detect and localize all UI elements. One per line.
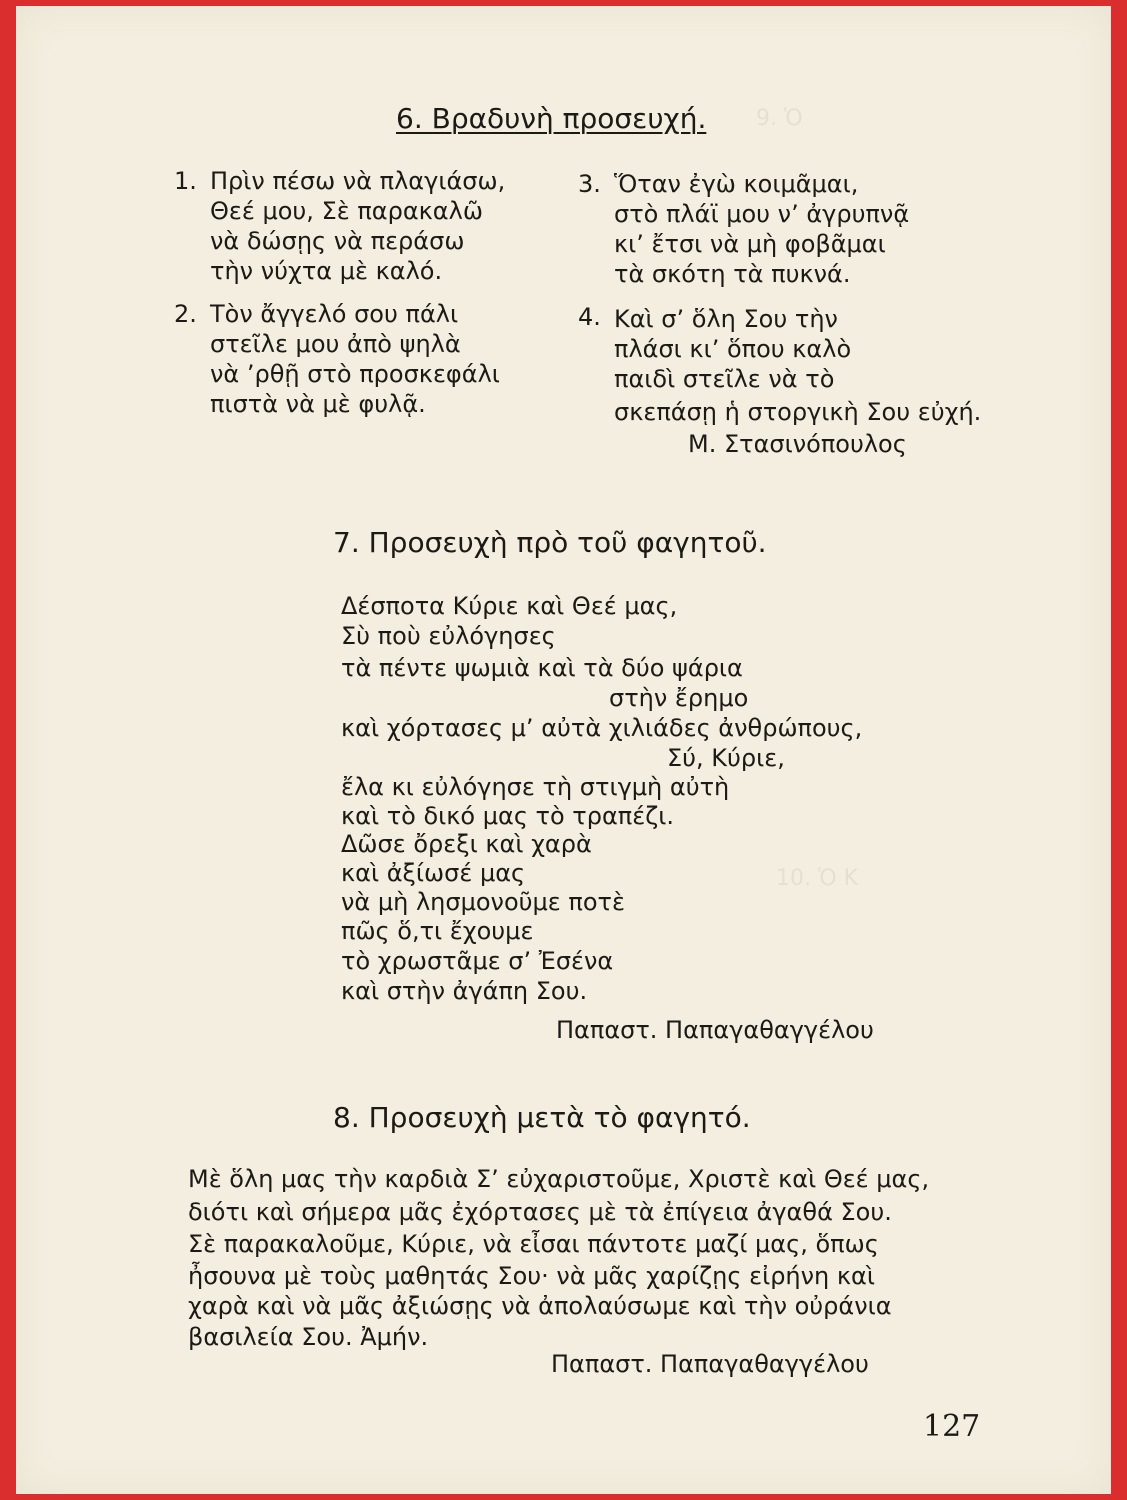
prayer-line: ἦσουνα μὲ τοὺς μαθητάς Σου· νὰ μᾶς χαρίζῃς εἰρήνη καὶ: [188, 1262, 875, 1290]
section-6-title: 6. Βραδυνὴ προσευχή.: [396, 102, 707, 135]
prayer-line: τὰ πέντε ψωμιὰ καὶ τὰ δύο ψάρια: [341, 654, 743, 682]
section-8-author: Παπαστ. Παπαγαθαγγέλου: [551, 1350, 869, 1378]
prayer-line: Σύ, Κύριε,: [667, 744, 785, 772]
section-7-author: Παπαστ. Παπαγαθαγγέλου: [556, 1016, 874, 1044]
verse-number: 1.: [174, 167, 197, 195]
verse-line: Θεέ μου, Σὲ παρακαλῶ: [210, 197, 483, 225]
section-6-author: Μ. Στασινόπουλος: [688, 430, 907, 458]
verse-line: νὰ δώσῃς νὰ περάσω: [210, 227, 465, 255]
prayer-line: πῶς ὅ,τι ἔχουμε: [341, 917, 534, 945]
prayer-line: Δῶσε ὄρεξι καὶ χαρὰ: [341, 830, 592, 858]
prayer-line: διότι καὶ σήμερα μᾶς ἐχόρτασες μὲ τὰ ἐπίγεια ἀγαθά Σου.: [188, 1198, 892, 1226]
verse-number: 3.: [578, 170, 601, 198]
prayer-line: βασιλεία Σου. Ἀμήν.: [188, 1323, 429, 1351]
prayer-line: στὴν ἔρημο: [609, 684, 749, 712]
prayer-line: καὶ χόρτασες μ’ αὐτὰ χιλιάδες ἀνθρώπους,: [341, 714, 863, 742]
page-number: 127: [923, 1409, 981, 1444]
verse-line: τὰ σκότη τὰ πυκνά.: [614, 260, 851, 288]
book-page: 9. Ὁ 10. Ὁ Κ 6. Βραδυνὴ προσευχή. 1. Πρὶν πέσω νὰ πλαγιάσω, Θεέ μου, Σὲ παρακαλῶ νὰ δώσῃς νὰ περάσω τὴν νύχτα μὲ καλό. 2. Τὸν ἄγγελό σου πάλι στεῖλε μου ἀπὸ ψηλὰ νὰ ’ρθῇ στὸ προσκεφάλι πιστὰ νὰ μὲ φυλᾷ. 3. Ὅταν ἐγὼ κοιμᾶμαι, στὸ πλάϊ μου ν’ ἀγρυπνᾷ κι’ ἔτσι νὰ μὴ φοβᾶμαι τὰ σκότη τὰ πυκνά. 4. Καὶ σ’ ὅλη Σου τὴν πλάσι κι’ ὅπου καλὸ παιδὶ στεῖλε νὰ τὸ σκεπάσῃ ἡ στοργικὴ Σου εὐχή. Μ. Στασινόπουλος 7. Προσευχὴ πρὸ τοῦ φαγητοῦ. Δέσποτα Κύριε καὶ Θεέ μας, Σὺ ποὺ εὐλόγησες τὰ πέντε ψωμιὰ καὶ τὰ δύο ψάρια στὴν ἔρημο καὶ χόρτασες μ’ αὐτὰ χιλιάδες ἀνθρώπους, Σύ, Κύριε, ἔλα κι εὐλόγησε τὴ στιγμὴ αὐτὴ καὶ τὸ δικό μας τὸ τραπέζι. Δῶσε ὄρεξι καὶ χαρὰ καὶ ἀξίωσέ μας νὰ μὴ λησμονοῦμε ποτὲ πῶς ὅ,τι ἔχουμε τὸ χρωστᾶμε σ’ Ἐσένα καὶ στὴν ἀγάπη Σου. Παπαστ. Παπαγαθαγγέλου 8. Προσευχὴ μετὰ τὸ φαγητό. Μὲ ὅλη μας τὴν καρδιὰ Σ’ εὐχαριστοῦμε, Χριστὲ καὶ Θεέ μας, διότι καὶ σήμερα μᾶς ἐχόρτασες μὲ τὰ ἐπίγεια ἀγαθά Σου. Σὲ παρακαλοῦμε, Κύριε, νὰ εἶσαι πάντοτε μαζί μας, ὅπως ἦσουνα μὲ τοὺς μαθητάς Σου· νὰ μᾶς χαρίζῃς εἰρήνη καὶ χαρὰ καὶ νὰ μᾶς ἀξιώσῃς νὰ ἀπολαύσωμε καὶ τὴν οὐράνια βασιλεία Σου. Ἀμήν. Παπαστ. Παπαγαθαγγέλου 127: [16, 6, 1111, 1494]
verse-line: πιστὰ νὰ μὲ φυλᾷ.: [210, 390, 426, 418]
prayer-line: τὸ χρωστᾶμε σ’ Ἐσένα: [341, 947, 614, 975]
verse-line: σκεπάσῃ ἡ στοργικὴ Σου εὐχή.: [614, 398, 982, 426]
verse-number: 2.: [174, 300, 197, 328]
verse-line: Πρὶν πέσω νὰ πλαγιάσω,: [210, 167, 506, 195]
prayer-line: Δέσποτα Κύριε καὶ Θεέ μας,: [341, 592, 678, 620]
verse-line: παιδὶ στεῖλε νὰ τὸ: [614, 365, 835, 393]
verse-number: 4.: [578, 303, 601, 331]
verse-line: στεῖλε μου ἀπὸ ψηλὰ: [210, 330, 461, 358]
prayer-line: Σὺ ποὺ εὐλόγησες: [341, 622, 556, 650]
prayer-line: καὶ τὸ δικό μας τὸ τραπέζι.: [341, 802, 675, 830]
verse-line: στὸ πλάϊ μου ν’ ἀγρυπνᾷ: [614, 200, 910, 228]
section-7-title: 7. Προσευχὴ πρὸ τοῦ φαγητοῦ.: [333, 526, 767, 559]
verse-line: τὴν νύχτα μὲ καλό.: [210, 257, 443, 285]
verse-line: νὰ ’ρθῇ στὸ προσκεφάλι: [210, 360, 500, 388]
prayer-line: καὶ ἀξίωσέ μας: [341, 859, 526, 887]
verse-line: Καὶ σ’ ὅλη Σου τὴν: [614, 305, 838, 333]
prayer-line: ἔλα κι εὐλόγησε τὴ στιγμὴ αὐτὴ: [341, 773, 730, 801]
prayer-line: νὰ μὴ λησμονοῦμε ποτὲ: [341, 888, 625, 916]
section-8-title: 8. Προσευχὴ μετὰ τὸ φαγητό.: [333, 1101, 751, 1134]
verse-line: Τὸν ἄγγελό σου πάλι: [210, 300, 459, 328]
prayer-line: καὶ στὴν ἀγάπη Σου.: [341, 977, 588, 1005]
prayer-line: χαρὰ καὶ νὰ μᾶς ἀξιώσῃς νὰ ἀπολαύσωμε καὶ τὴν οὐράνια: [188, 1292, 892, 1320]
prayer-line: Σὲ παρακαλοῦμε, Κύριε, νὰ εἶσαι πάντοτε μαζί μας, ὅπως: [188, 1230, 879, 1258]
verse-line: πλάσι κι’ ὅπου καλὸ: [614, 335, 852, 363]
prayer-line: Μὲ ὅλη μας τὴν καρδιὰ Σ’ εὐχαριστοῦμε, Χριστὲ καὶ Θεέ μας,: [188, 1165, 930, 1193]
verse-line: κι’ ἔτσι νὰ μὴ φοβᾶμαι: [614, 230, 886, 258]
verse-line: Ὅταν ἐγὼ κοιμᾶμαι,: [614, 170, 859, 198]
